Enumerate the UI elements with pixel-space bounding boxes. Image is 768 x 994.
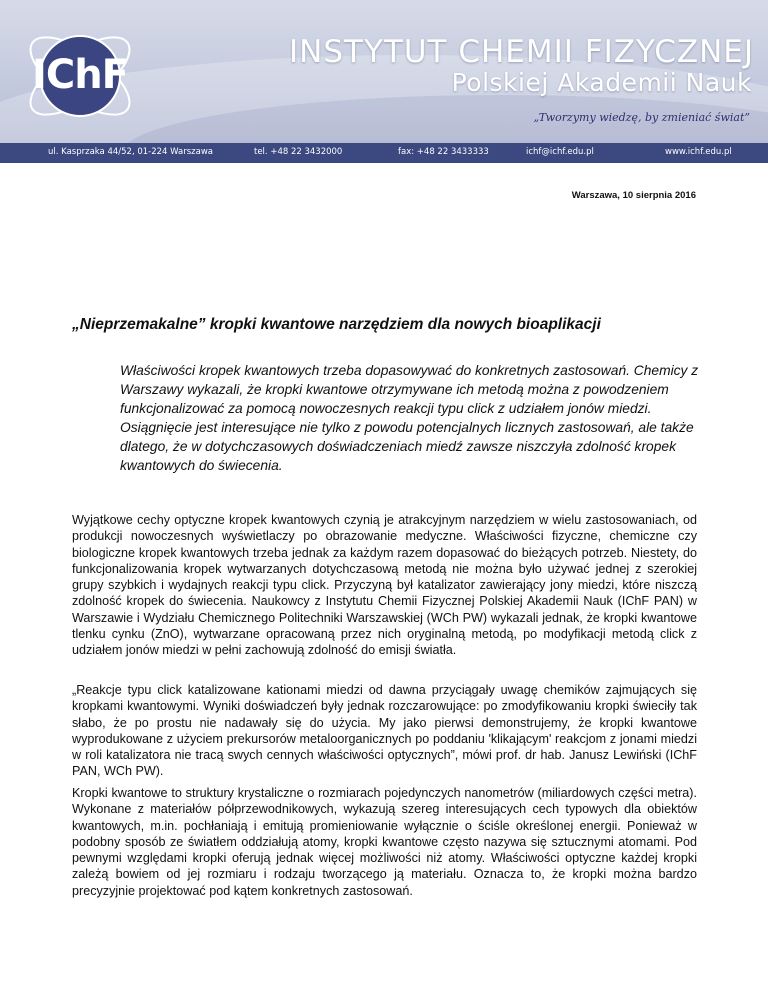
- institute-subtitle: Polskiej Akademii Nauk: [451, 68, 752, 97]
- letterhead: [0, 0, 768, 163]
- fax-text: fax: +48 22 3433333: [398, 147, 489, 157]
- lead-paragraph: Właściwości kropek kwantowych trzeba dopasowywać do konkretnych zastosowań. Chemicy z Warszawy wykazali, że kropki kwantowe otrzymywane ich metodą można z powodzeniem funkcjonalizować za pomocą nowoczesnych reakcji typu click z udziałem jonów miedzi. Osiągnięcie jest interesujące nie tylko z powodu potencjalnych licznych zastosowań, ale także dlatego, że w dotychczasowych doświadczeniach miedź zawsze niszczyła zdolność kropek kwantowych do świecenia.: [120, 363, 699, 473]
- address-text: ul. Kasprzaka 44/52, 01-224 Warszawa: [48, 147, 213, 157]
- body-paragraph-1: Wyjątkowe cechy optyczne kropek kwantowych czynią je atrakcyjnym narzędziem w wielu zastosowaniach, od produkcji nowoczesnych wyświetlaczy po obrazowanie medyczne. Właściwości fizyczne, chemiczne czy biologiczne kropek kwantowych trzeba jednak za każdym razem dopasować do bieżących potrzeb. Niestety, do funkcjonalizowania kropek wytwarzanych dotychczasową metodą nie można było używać jednej z szerokiej grupy szybkich i wydajnych reakcji typu click. Przyczyną był katalizator zawierający jony miedzi, które niszczą zdolność kropek do świecenia. Naukowcy z Instytutu Chemii Fizycznej Polskiej Akademii Nauk (IChF PAN) w Warszawie i Wydziału Chemicznego Politechniki Warszawskiej (WCh PW) wykazali jednak, że kropki kwantowe tlenku cynku (ZnO), wytwarzane opracowaną przez nich oryginalną metodą, po modyfikacji metodą click z udziałem jonów miedzi w pełni zachowują zdolność do emisji światła.: [72, 513, 697, 658]
- institute-motto: „Tworzymy wiedzę, by zmieniać świat”: [533, 111, 750, 124]
- website-link[interactable]: www.ichf.edu.pl: [665, 147, 732, 157]
- phone-text: tel. +48 22 3432000: [254, 147, 343, 157]
- body-paragraph-3: Kropki kwantowe to struktury krystaliczne o rozmiarach pojedynczych nanometrów (miliardowych części metra). Wykonane z materiałów półprzewodnikowych, wykazują szereg interesujących cech typowych dla obiektów kwantowych, m.in. pochłaniają i emitują promieniowanie wyłącznie o ściśle określonej energii. Ponieważ w podobny sposób ze światłem oddziałują atomy, kropki kwantowe często nazywa się sztucznymi atomami. Pod pewnymi względami kropki oferują jednak więcej możliwości niż atomy. Właściwości optyczne każdej kropki zależą bowiem od jej rozmiaru i rodzaju tworzącego ją materiału. Oznacza to, że kropki można bardzo precyzyjnie projektować pod kątem konkretnych zastosowań.: [72, 786, 697, 898]
- contact-bar: [0, 143, 768, 163]
- document-date: Warszawa, 10 sierpnia 2016: [571, 190, 696, 201]
- document-title: „Nieprzemakalne” kropki kwantowe narzędziem dla nowych bioaplikacji: [72, 316, 601, 333]
- ichf-logo: [18, 14, 142, 138]
- body-paragraph-2: „Reakcje typu click katalizowane kationami miedzi od dawna przyciągały uwagę chemików zajmujących się kropkami kwantowymi. Wyniki doświadczeń były jednak rozczarowujące: po zmodyfikowaniu kropki świeciły tak słabo, że po prostu nie nadawały się do użycia. My jako pierwsi demonstrujemy, że kropki kwantowe wyprodukowane z użyciem prekursorów metaloorganicznych po poddaniu 'klikającym' reakcjom z jonami miedzi w roli katalizatora nie tracą swych cennych właściwości optycznych”, mówi prof. dr hab. Janusz Lewiński (IChF PAN, WCh PW).: [72, 683, 697, 779]
- institute-name: INSTYTUT CHEMII FIZYCZNEJ: [289, 34, 754, 70]
- logo-text: IChF: [31, 52, 129, 98]
- email-link[interactable]: ichf@ichf.edu.pl: [526, 147, 594, 157]
